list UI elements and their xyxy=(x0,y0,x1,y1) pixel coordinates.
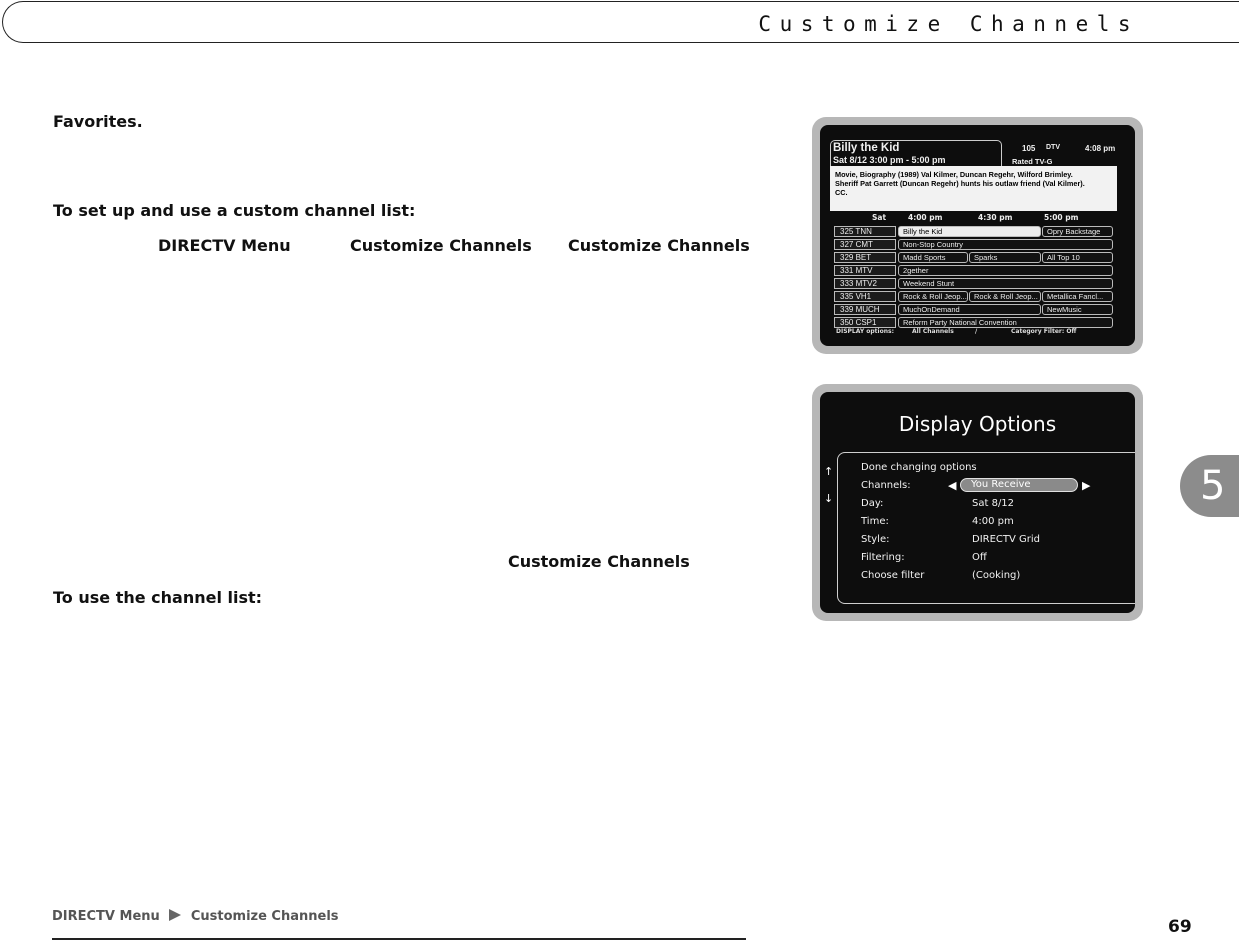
description-line: Sheriff Pat Garrett (Duncan Regehr) hunts his outlaw friend (Val Kilmer). xyxy=(835,179,1085,188)
program-cell[interactable]: Reform Party National Convention xyxy=(898,317,1113,328)
program-cell[interactable]: All Top 10 xyxy=(1042,252,1113,263)
options-panel xyxy=(837,452,1135,604)
description-line: Movie, Biography (1989) Val Kilmer, Duncan Regehr, Wilford Brimley. xyxy=(835,170,1073,179)
description-line: CC. xyxy=(835,188,848,197)
page-header-title: Customize Channels xyxy=(758,12,1139,36)
grid-day: Sat xyxy=(872,213,887,222)
done-changing-options[interactable]: Done changing options xyxy=(861,462,977,473)
program-cell[interactable]: Rock & Roll Jeop... xyxy=(898,291,968,302)
program-cell[interactable]: Weekend Stunt xyxy=(898,278,1113,289)
program-cell[interactable]: Opry Backstage xyxy=(1042,226,1113,237)
customize-channels-term-1: Customize Channels xyxy=(350,236,532,255)
display-options-screenshot xyxy=(812,384,1143,621)
chapter-tab xyxy=(1180,455,1239,517)
program-cell[interactable]: Non-Stop Country xyxy=(898,239,1113,250)
guide-clock: 4:08 pm xyxy=(1085,144,1116,153)
favorites-text: Favorites. xyxy=(53,112,143,131)
option-label-style: Style: xyxy=(861,534,890,545)
display-options-label: DISPLAY options: xyxy=(836,328,894,335)
guide-channel-number: 105 xyxy=(1022,144,1036,153)
channel-cell[interactable]: 331 MTV xyxy=(834,265,896,276)
program-cell[interactable]: 2gether xyxy=(898,265,1113,276)
option-value-day[interactable]: Sat 8/12 xyxy=(972,498,1015,509)
footer-separator: / xyxy=(975,328,978,335)
display-options-screen xyxy=(820,392,1135,613)
program-cell[interactable]: Rock & Roll Jeop... xyxy=(969,291,1041,302)
channel-cell[interactable]: 329 BET xyxy=(834,252,896,263)
scroll-up-icon[interactable]: ↑ xyxy=(824,465,834,478)
guide-network: DTV xyxy=(1046,144,1060,151)
grid-time-1: 4:00 pm xyxy=(908,213,943,222)
breadcrumb-customize-channels: Customize Channels xyxy=(190,909,339,924)
customize-channels-term-3: Customize Channels xyxy=(508,552,690,571)
directv-menu-term: DIRECTV Menu xyxy=(158,236,291,255)
channels-value-selector[interactable]: You Receive xyxy=(960,478,1078,492)
guide-screen xyxy=(820,125,1135,346)
option-value-time[interactable]: 4:00 pm xyxy=(972,516,1014,527)
channel-cell[interactable]: 327 CMT xyxy=(834,239,896,250)
program-cell[interactable]: MuchOnDemand xyxy=(898,304,1041,315)
guide-rating: Rated TV-G xyxy=(1012,157,1053,166)
grid-time-2: 4:30 pm xyxy=(978,213,1013,222)
option-value-filtering[interactable]: Off xyxy=(972,552,987,563)
option-label-day: Day: xyxy=(861,498,884,509)
use-heading: To use the channel list: xyxy=(53,588,263,607)
channel-cell[interactable]: 350 CSP1 xyxy=(834,317,896,328)
all-channels-label: All Channels xyxy=(912,328,954,335)
left-arrow-icon[interactable]: ◀ xyxy=(948,479,957,492)
channel-cell[interactable]: 339 MUCH xyxy=(834,304,896,315)
footer-breadcrumb xyxy=(52,909,339,924)
program-time: Sat 8/12 3:00 pm - 5:00 pm xyxy=(833,155,946,165)
option-label-time: Time: xyxy=(861,516,889,527)
chapter-number: 5 xyxy=(1200,463,1226,509)
guide-screenshot xyxy=(812,117,1143,354)
option-label-filtering: Filtering: xyxy=(861,552,905,563)
channel-cell[interactable]: 335 VH1 xyxy=(834,291,896,302)
program-cell[interactable]: NewMusic xyxy=(1042,304,1113,315)
program-title: Billy the Kid xyxy=(833,142,900,154)
display-options-title: Display Options xyxy=(898,412,1057,436)
customize-channels-term-2: Customize Channels xyxy=(568,236,750,255)
program-cell[interactable]: Sparks xyxy=(969,252,1041,263)
channel-cell[interactable]: 325 TNN xyxy=(834,226,896,237)
footer-rule xyxy=(52,938,746,940)
category-filter-label: Category Filter: Off xyxy=(1011,328,1077,335)
right-arrow-icon[interactable]: ▶ xyxy=(1082,479,1091,492)
program-cell[interactable]: Madd Sports xyxy=(898,252,968,263)
option-value-choose-filter[interactable]: (Cooking) xyxy=(972,570,1021,581)
scroll-down-icon[interactable]: ↓ xyxy=(824,492,834,505)
breadcrumb-arrow-icon xyxy=(169,909,181,921)
option-label-channels: Channels: xyxy=(861,480,911,491)
program-description xyxy=(830,166,1117,211)
option-label-choose-filter: Choose filter xyxy=(861,570,925,581)
channel-cell[interactable]: 333 MTV2 xyxy=(834,278,896,289)
program-cell[interactable]: Metallica Fancl... xyxy=(1042,291,1113,302)
page-number: 69 xyxy=(1168,917,1192,937)
breadcrumb-directv-menu: DIRECTV Menu xyxy=(52,909,160,924)
option-value-style[interactable]: DIRECTV Grid xyxy=(972,534,1041,545)
grid-time-3: 5:00 pm xyxy=(1044,213,1079,222)
program-cell[interactable]: Billy the Kid xyxy=(898,226,1041,237)
setup-heading: To set up and use a custom channel list: xyxy=(53,201,416,220)
